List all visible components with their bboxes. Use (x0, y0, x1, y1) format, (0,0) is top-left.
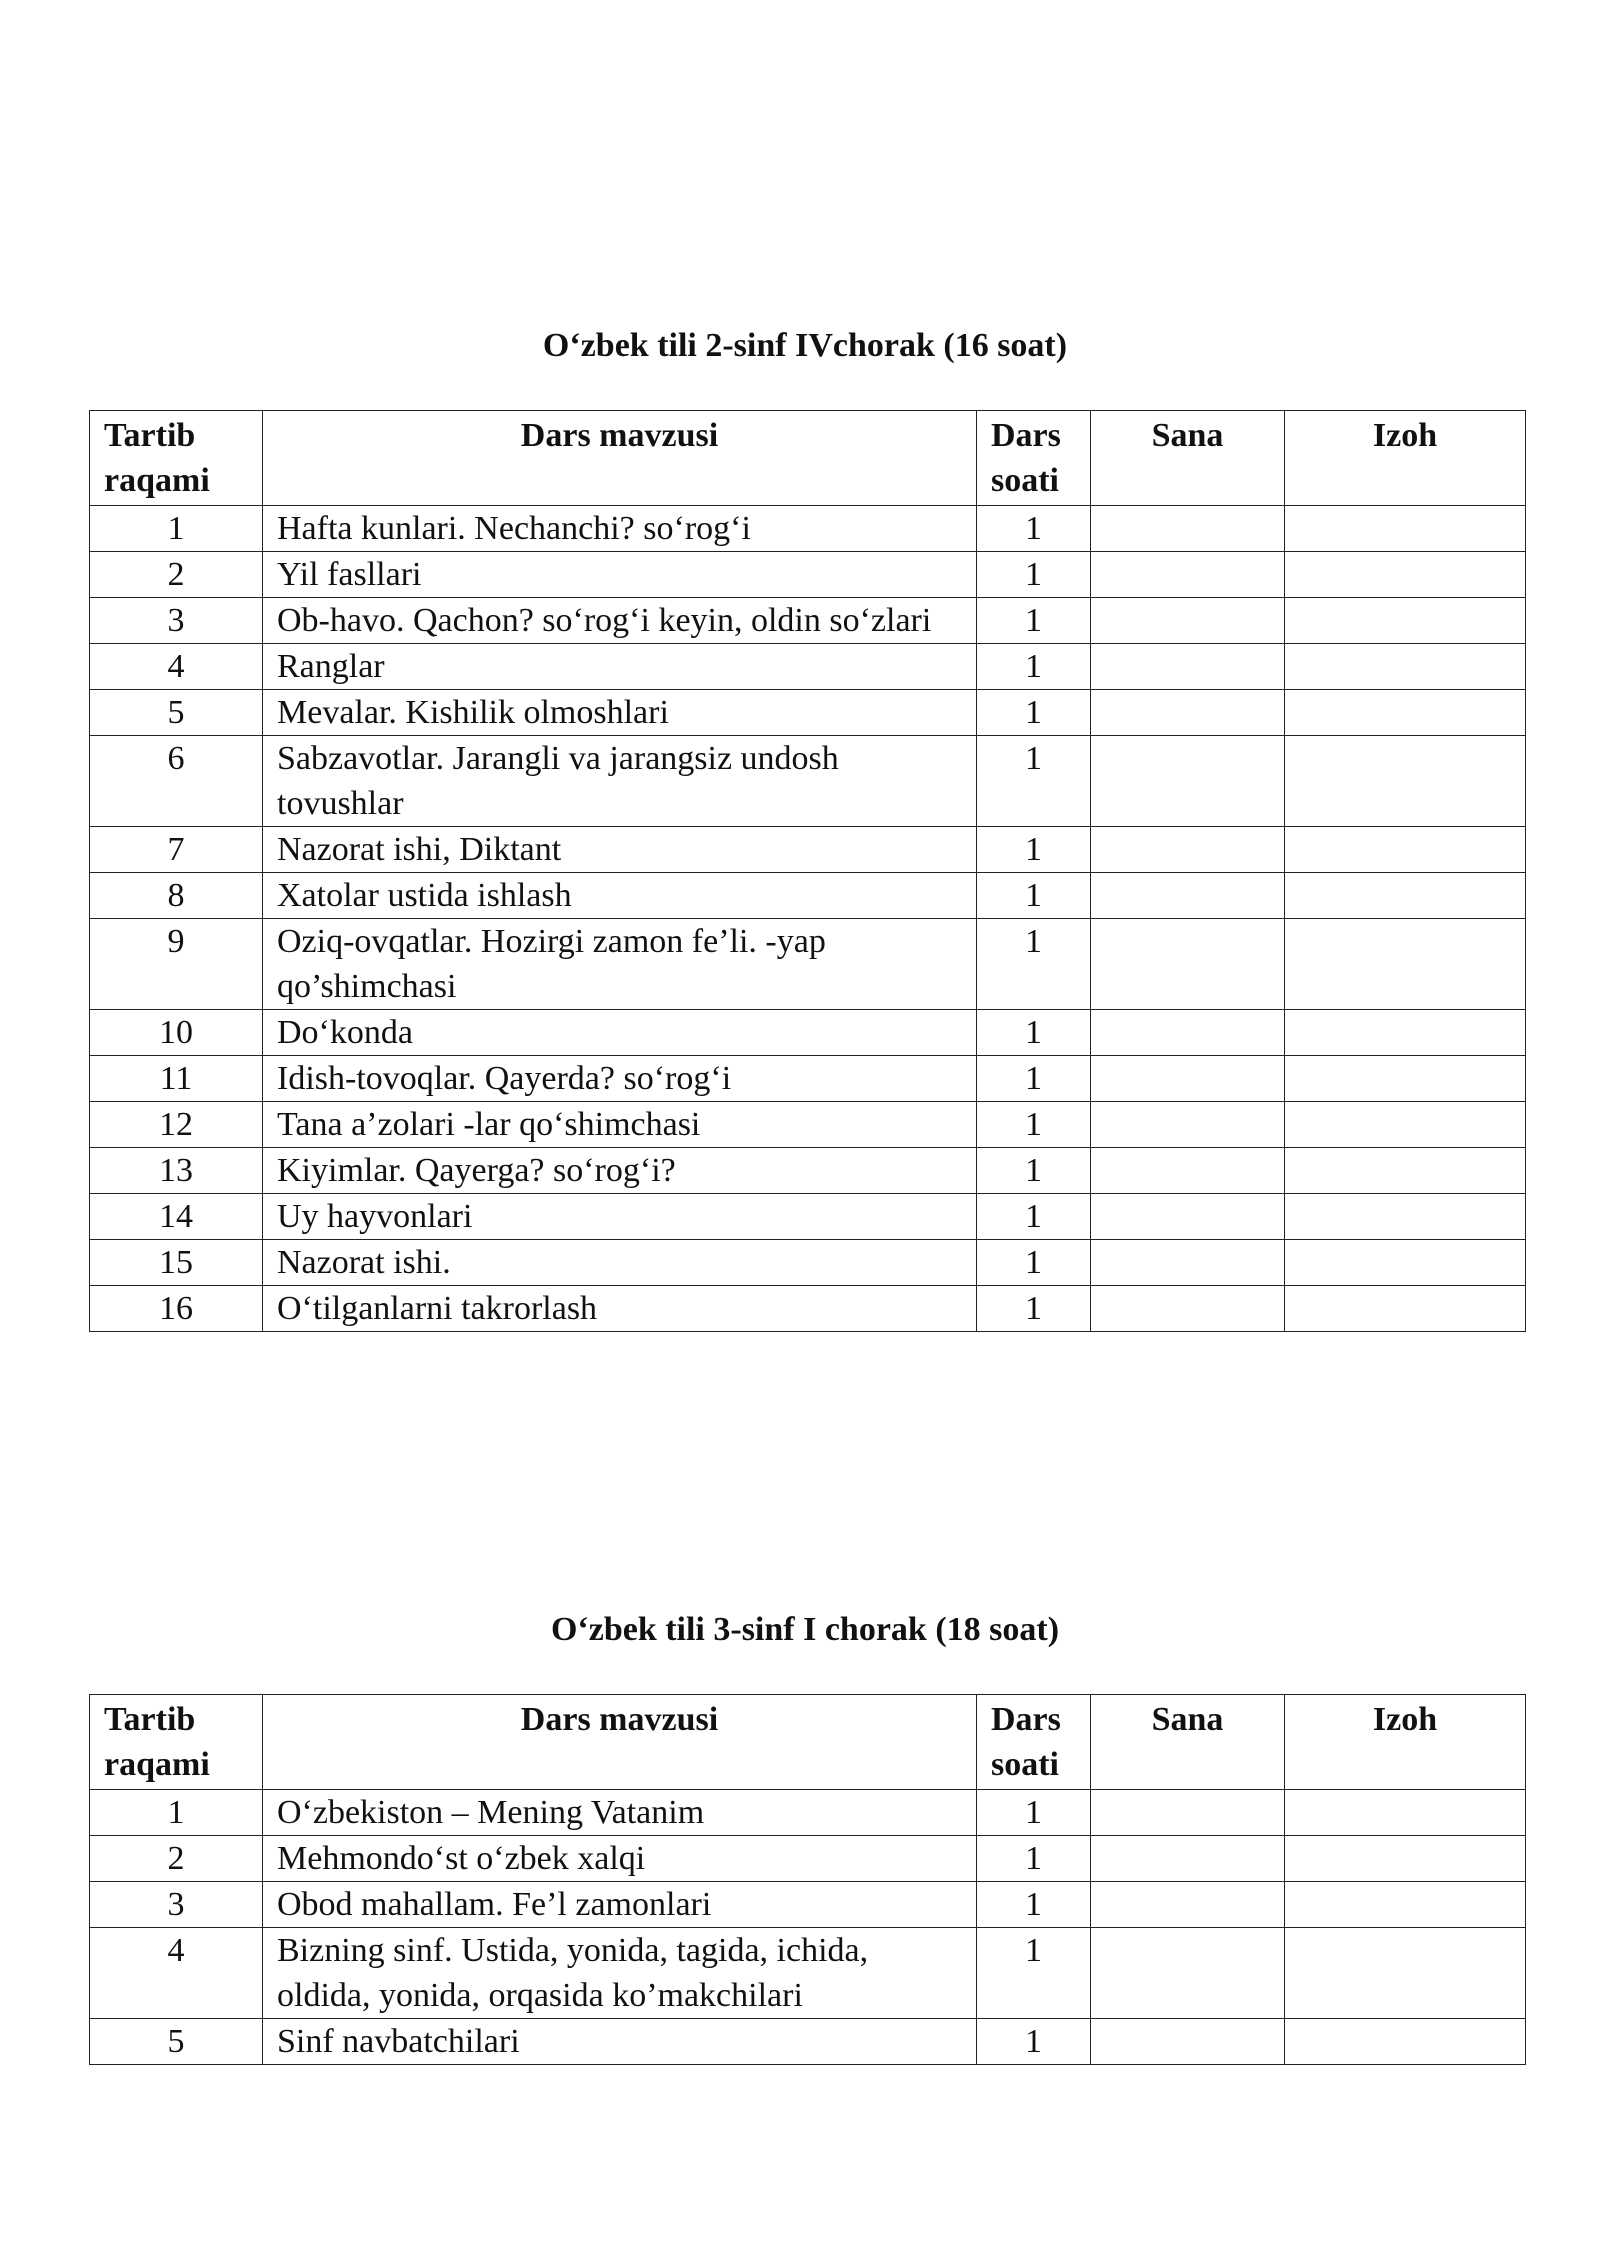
lesson-topic: Yil fasllari (263, 552, 977, 598)
lesson-topic: Xatolar ustida ishlash (263, 873, 977, 919)
row-number: 3 (90, 1882, 263, 1928)
header-date: Sana (1091, 411, 1285, 506)
lesson-date (1091, 1102, 1285, 1148)
table-row (90, 1882, 1526, 1928)
row-number: 5 (90, 2019, 263, 2065)
header-note: Izoh (1285, 411, 1526, 506)
lesson-note (1285, 1240, 1526, 1286)
lesson-note (1285, 1882, 1526, 1928)
lesson-note (1285, 2019, 1526, 2065)
lesson-date (1091, 690, 1285, 736)
lesson-note (1285, 1148, 1526, 1194)
lesson-date (1091, 1194, 1285, 1240)
lesson-hours: 1 (977, 827, 1091, 873)
lesson-hours: 1 (977, 690, 1091, 736)
table-row (90, 598, 1526, 644)
lesson-date (1091, 1056, 1285, 1102)
table-row (90, 552, 1526, 598)
table-row (90, 1056, 1526, 1102)
lesson-topic: Obod mahallam. Fe’l zamonlari (263, 1882, 977, 1928)
lesson-topic: Hafta kunlari. Nechanchi? so‘rog‘i (263, 506, 977, 552)
lesson-note (1285, 1836, 1526, 1882)
lesson-note (1285, 506, 1526, 552)
lesson-topic: Oziq-ovqatlar. Hozirgi zamon fe’li. -yap qo’shimchasi (263, 919, 977, 1010)
section-title: O‘zbek tili 2-sinf IVchorak (16 soat) (542, 327, 1068, 364)
lesson-hours: 1 (977, 1882, 1091, 1928)
row-number: 4 (90, 644, 263, 690)
table-header-row (90, 411, 1526, 506)
table-row (90, 644, 1526, 690)
row-number: 5 (90, 690, 263, 736)
row-number: 2 (90, 552, 263, 598)
lesson-topic: Kiyimlar. Qayerga? so‘rog‘i? (263, 1148, 977, 1194)
lesson-note (1285, 552, 1526, 598)
lesson-topic: Ranglar (263, 644, 977, 690)
lesson-topic: Mehmondo‘st o‘zbek xalqi (263, 1836, 977, 1882)
lesson-plan-table (89, 1694, 1526, 2065)
lesson-hours: 1 (977, 1240, 1091, 1286)
lesson-date (1091, 873, 1285, 919)
row-number: 2 (90, 1836, 263, 1882)
table-row (90, 1102, 1526, 1148)
lesson-date (1091, 1286, 1285, 1332)
lesson-topic: Mevalar. Kishilik olmoshlari (263, 690, 977, 736)
lesson-hours: 1 (977, 644, 1091, 690)
lesson-note (1285, 1928, 1526, 2019)
table-row (90, 1194, 1526, 1240)
lesson-note (1285, 1010, 1526, 1056)
header-date: Sana (1091, 1695, 1285, 1790)
lesson-date (1091, 1240, 1285, 1286)
lesson-date (1091, 506, 1285, 552)
table-row (90, 506, 1526, 552)
row-number: 8 (90, 873, 263, 919)
lesson-note (1285, 1790, 1526, 1836)
lesson-hours: 1 (977, 1148, 1091, 1194)
lesson-topic: Sabzavotlar. Jarangli va jarangsiz undosh tovushlar (263, 736, 977, 827)
lesson-hours: 1 (977, 552, 1091, 598)
lesson-note (1285, 919, 1526, 1010)
lesson-topic: Sinf navbatchilari (263, 2019, 977, 2065)
lesson-hours: 1 (977, 506, 1091, 552)
lesson-note (1285, 1286, 1526, 1332)
row-number: 15 (90, 1240, 263, 1286)
lesson-hours: 1 (977, 736, 1091, 827)
lesson-topic: Tana a’zolari -lar qo‘shimchasi (263, 1102, 977, 1148)
row-number: 1 (90, 1790, 263, 1836)
row-number: 16 (90, 1286, 263, 1332)
table-row (90, 1240, 1526, 1286)
lesson-note (1285, 1102, 1526, 1148)
lesson-hours: 1 (977, 919, 1091, 1010)
lesson-hours: 1 (977, 1194, 1091, 1240)
header-number: Tartib raqami (90, 1695, 263, 1790)
lesson-hours: 1 (977, 598, 1091, 644)
lesson-date (1091, 827, 1285, 873)
lesson-date (1091, 1836, 1285, 1882)
lesson-date (1091, 736, 1285, 827)
lesson-note (1285, 827, 1526, 873)
lesson-note (1285, 1056, 1526, 1102)
lesson-hours: 1 (977, 1010, 1091, 1056)
table-row (90, 736, 1526, 827)
row-number: 9 (90, 919, 263, 1010)
lesson-hours: 1 (977, 873, 1091, 919)
lesson-hours: 1 (977, 1286, 1091, 1332)
header-number: Tartib raqami (90, 411, 263, 506)
lesson-topic: Uy hayvonlari (263, 1194, 977, 1240)
lesson-topic: Ob-havo. Qachon? so‘rog‘i keyin, oldin so‘zlari (263, 598, 977, 644)
lesson-date (1091, 919, 1285, 1010)
header-hours: Dars soati (977, 411, 1091, 506)
table-header-row (90, 1695, 1526, 1790)
lesson-date (1091, 1790, 1285, 1836)
header-topic: Dars mavzusi (263, 1695, 977, 1790)
lesson-date (1091, 1010, 1285, 1056)
row-number: 3 (90, 598, 263, 644)
table-row (90, 919, 1526, 1010)
lesson-date (1091, 1148, 1285, 1194)
lesson-date (1091, 552, 1285, 598)
lesson-note (1285, 1194, 1526, 1240)
lesson-topic: Bizning sinf. Ustida, yonida, tagida, ichida, oldida, yonida, orqasida ko’makchilari (263, 1928, 977, 2019)
lesson-plan-table (89, 410, 1526, 1332)
lesson-topic: Idish-tovoqlar. Qayerda? so‘rog‘i (263, 1056, 977, 1102)
row-number: 12 (90, 1102, 263, 1148)
lesson-hours: 1 (977, 1056, 1091, 1102)
lesson-date (1091, 1928, 1285, 2019)
lesson-note (1285, 598, 1526, 644)
lesson-hours: 1 (977, 2019, 1091, 2065)
lesson-date (1091, 1882, 1285, 1928)
table-row (90, 1010, 1526, 1056)
row-number: 11 (90, 1056, 263, 1102)
row-number: 6 (90, 736, 263, 827)
lesson-note (1285, 873, 1526, 919)
lesson-topic: O‘tilganlarni takrorlash (263, 1286, 977, 1332)
table-row (90, 2019, 1526, 2065)
row-number: 4 (90, 1928, 263, 2019)
lesson-topic: Nazorat ishi. (263, 1240, 977, 1286)
table-row (90, 1836, 1526, 1882)
row-number: 10 (90, 1010, 263, 1056)
lesson-date (1091, 644, 1285, 690)
table-row (90, 873, 1526, 919)
row-number: 1 (90, 506, 263, 552)
lesson-hours: 1 (977, 1102, 1091, 1148)
table-row (90, 1286, 1526, 1332)
table-row (90, 690, 1526, 736)
table-row (90, 1928, 1526, 2019)
lesson-note (1285, 644, 1526, 690)
lesson-hours: 1 (977, 1836, 1091, 1882)
table-row (90, 1790, 1526, 1836)
lesson-hours: 1 (977, 1928, 1091, 2019)
section-title: O‘zbek tili 3-sinf I chorak (18 soat) (550, 1611, 1060, 1648)
header-hours: Dars soati (977, 1695, 1091, 1790)
lesson-hours: 1 (977, 1790, 1091, 1836)
lesson-note (1285, 736, 1526, 827)
lesson-topic: Do‘konda (263, 1010, 977, 1056)
lesson-topic: Nazorat ishi, Diktant (263, 827, 977, 873)
header-note: Izoh (1285, 1695, 1526, 1790)
row-number: 7 (90, 827, 263, 873)
lesson-topic: O‘zbekiston – Mening Vatanim (263, 1790, 977, 1836)
row-number: 13 (90, 1148, 263, 1194)
lesson-note (1285, 690, 1526, 736)
table-row (90, 1148, 1526, 1194)
row-number: 14 (90, 1194, 263, 1240)
lesson-date (1091, 2019, 1285, 2065)
table-row (90, 827, 1526, 873)
lesson-date (1091, 598, 1285, 644)
header-topic: Dars mavzusi (263, 411, 977, 506)
